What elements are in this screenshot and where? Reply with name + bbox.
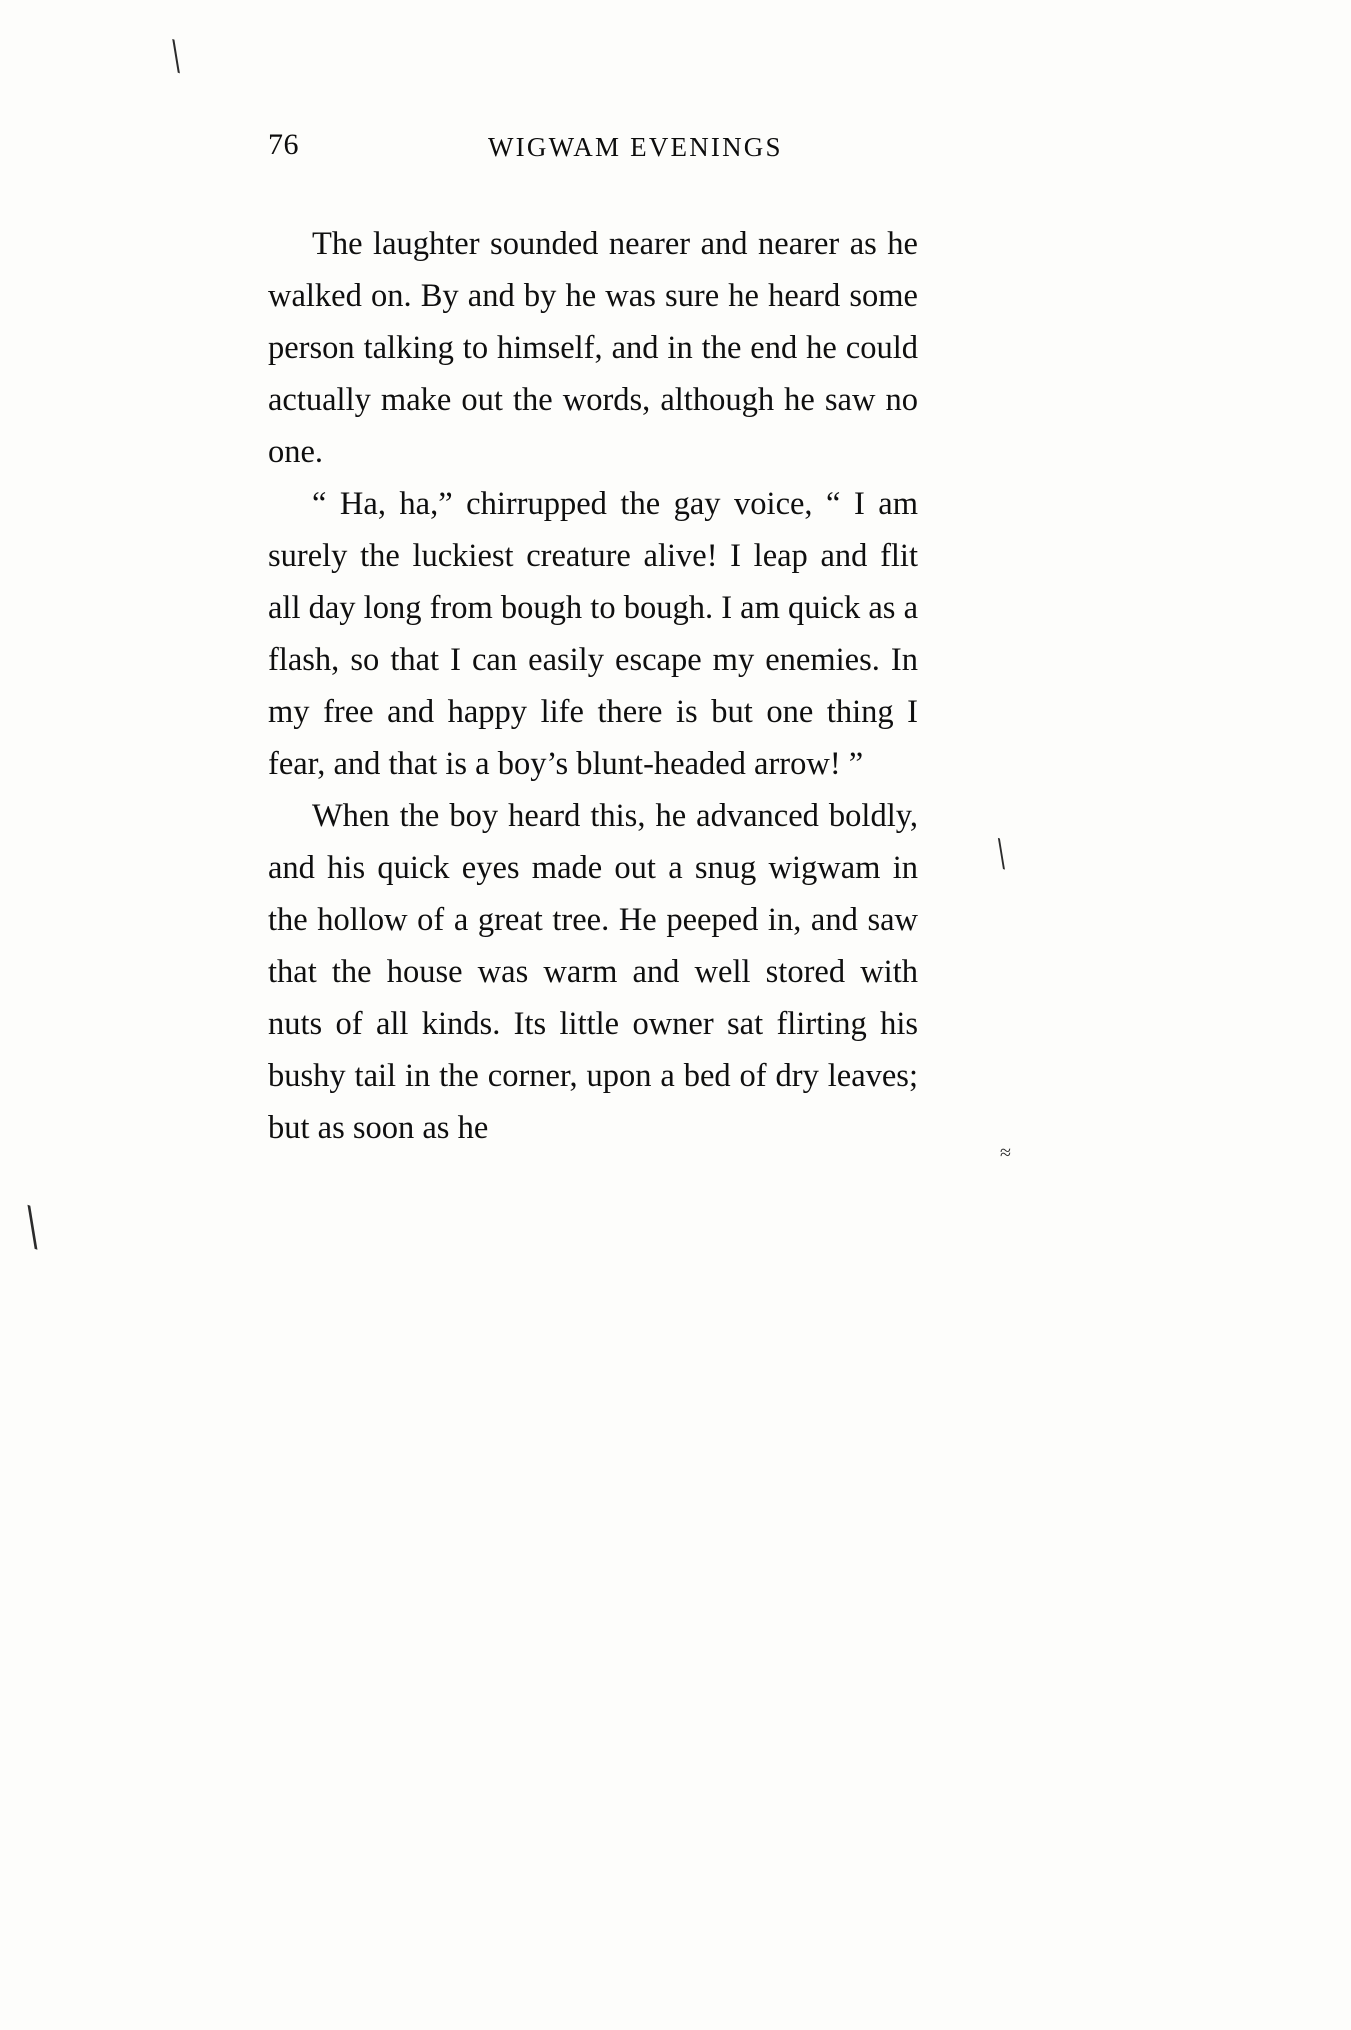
paragraph: When the boy heard this, he advanced boldly, and his quick eyes made out a snug wigwam in the hollow of a great tree. He peeped in, and saw that the house was warm and well stored with nuts of all kinds. Its little owner sat flirting his bushy tail in the corner, upon a bed of dry leaves; but as soon as he [268, 798, 918, 1146]
scan-mark-icon: ╲ [164, 40, 188, 73]
scan-mark-icon: ╲ [990, 840, 1012, 870]
body-text [268, 218, 918, 1154]
running-title: WIGWAM EVENINGS [488, 132, 783, 162]
scan-mark-icon: ╲ [16, 1207, 48, 1250]
paragraph: The laughter sounded nearer and nearer as he walked on. By and by he was sure he heard some person talking to himself, and in the end he could actually make out the words, although he saw no one. [268, 226, 918, 470]
running-head [268, 128, 968, 168]
scan-mark-icon: ≈ [1000, 1142, 1010, 1164]
paragraph: “ Ha, ha,” chirrupped the gay voice, “ I am surely the luckiest creature alive! I leap and flit all day long from bough to bough. I am quick as a flash, so that I can easily escape my enemies. In my free and happy life there is but one thing I fear, and that is a boy’s blunt-headed arrow! ” [268, 486, 918, 782]
page-number: 76 [268, 128, 299, 161]
